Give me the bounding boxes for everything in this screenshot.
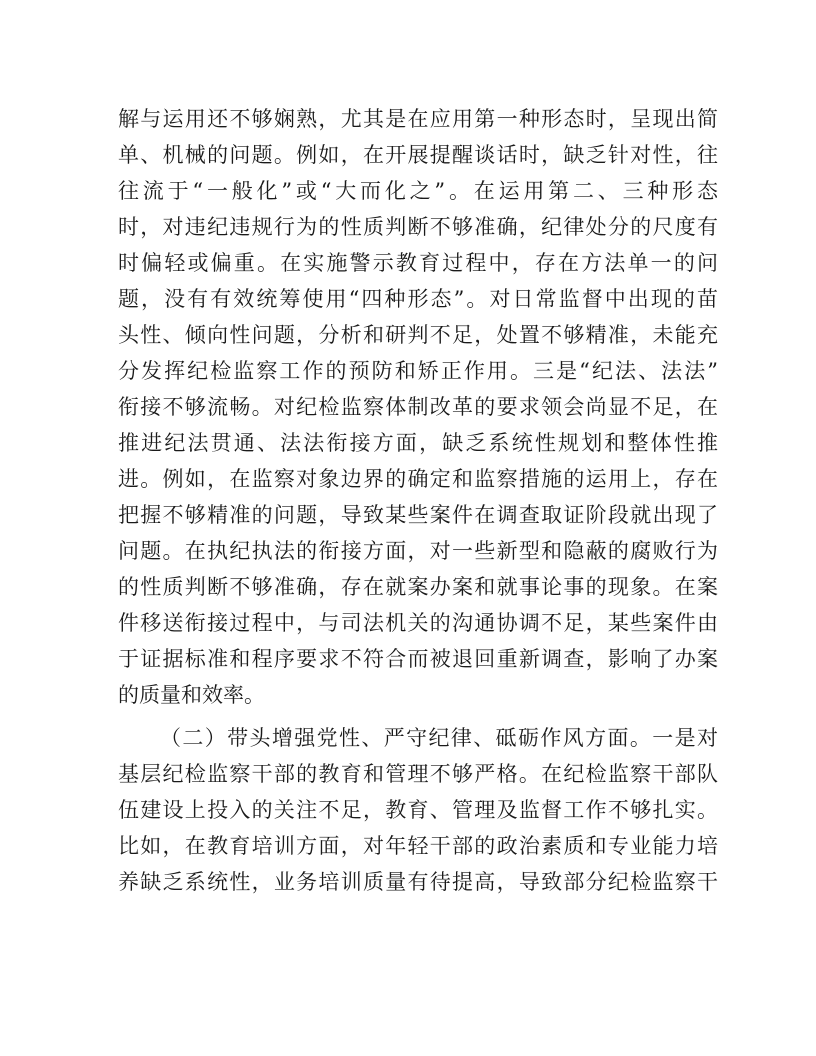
text-line: 养缺乏系统性，业务培训质量有待提高，导致部分纪检监察干 [118, 870, 718, 894]
text-line: 时偏轻或偏重。在实施警示教育过程中，存在方法单一的问 [118, 251, 718, 275]
text-line: 问题。在执纪执法的衔接方面，对一些新型和隐蔽的腐败行为 [118, 539, 718, 563]
text-line: 比如，在教育培训方面，对年轻干部的政治素质和专业能力培 [118, 834, 718, 858]
text-line: 时，对违纪违规行为的性质判断不够准确，纪律处分的尺度有 [118, 215, 718, 239]
text-line: 基层纪检监察干部的教育和管理不够严格。在纪检监察干部队 [118, 762, 718, 786]
text-line: 的性质判断不够准确，存在就案办案和就事论事的现象。在案 [118, 575, 718, 599]
text-line: 分发挥纪检监察工作的预防和矫正作用。三是“纪法、法法” [118, 359, 718, 383]
text-line: 推进纪法贯通、法法衔接方面，缺乏系统性规划和整体性推 [118, 431, 718, 455]
text-line: 的质量和效率。 [118, 683, 265, 707]
text-line: 衔接不够流畅。对纪检监察体制改革的要求领会尚显不足，在 [118, 395, 718, 419]
text-line: 往流于“一般化”或“大而化之”。在运用第二、三种形态 [118, 179, 718, 203]
text-line: 伍建设上投入的关注不足，教育、管理及监督工作不够扎实。 [118, 798, 718, 822]
text-line: （二）带头增强党性、严守纪律、砥砺作风方面。一是对 [160, 726, 718, 750]
text-line: 进。例如，在监察对象边界的确定和监察措施的运用上，存在 [118, 467, 718, 491]
text-line: 解与运用还不够娴熟，尤其是在应用第一种形态时，呈现出简 [118, 107, 718, 131]
text-line: 单、机械的问题。例如，在开展提醒谈话时，缺乏针对性，往 [118, 143, 718, 167]
text-line: 把握不够精准的问题，导致某些案件在调查取证阶段就出现了 [118, 503, 718, 527]
text-line: 题，没有有效统筹使用“四种形态”。对日常监督中出现的苗 [118, 287, 718, 311]
text-line: 头性、倾向性问题，分析和研判不足，处置不够精准，未能充 [118, 323, 718, 347]
text-line: 于证据标准和程序要求不符合而被退回重新调查，影响了办案 [118, 647, 718, 671]
text-line: 件移送衔接过程中，与司法机关的沟通协调不足，某些案件由 [118, 611, 718, 635]
